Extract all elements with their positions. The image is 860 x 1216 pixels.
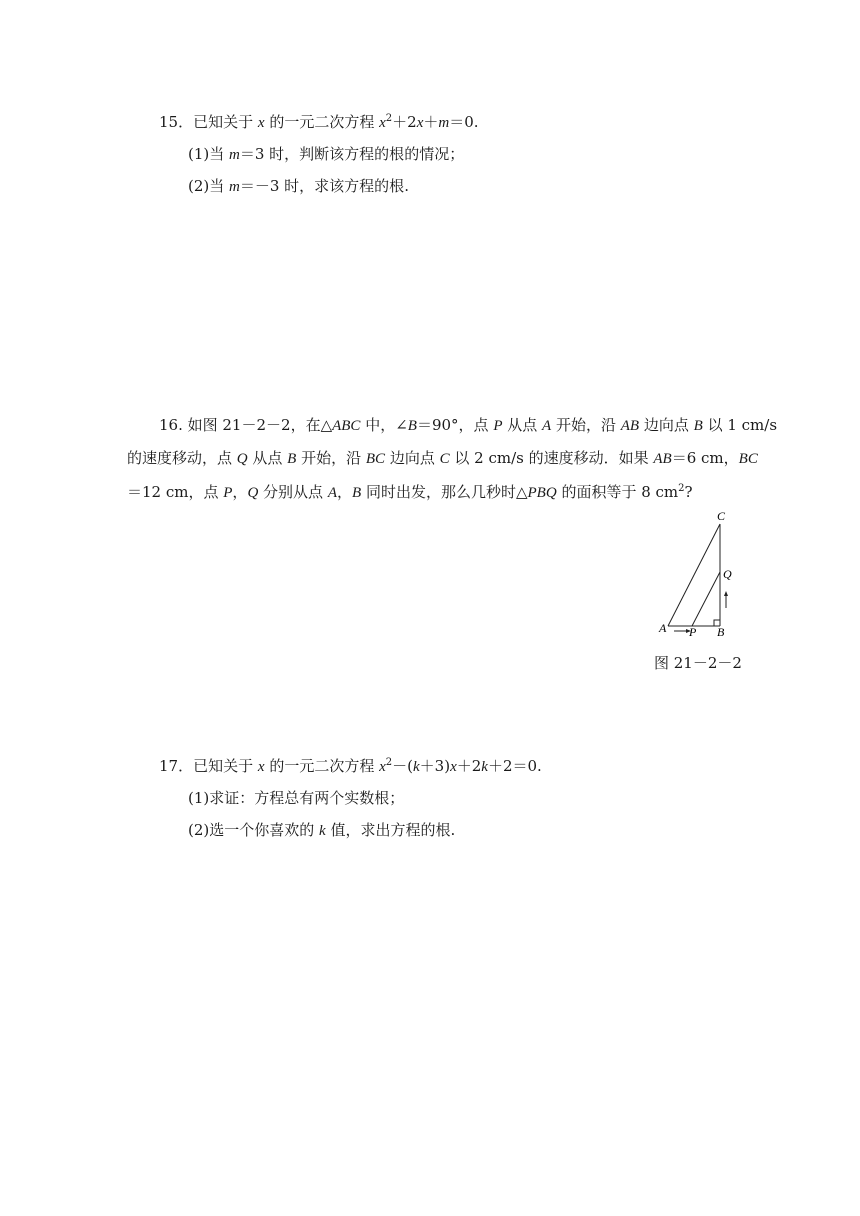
segment-ac xyxy=(668,524,720,626)
q15-part1: (1)当 m＝3 时，判断该方程的根的情况； xyxy=(188,145,465,163)
q16-line2: 的速度移动，点 Q 从点 B 开始，沿 BC 边向点 C 以 2 cm/s 的速度移动．如果 AB＝6 cm，BC xyxy=(127,449,758,467)
q17-stem: 17．已知关于 x 的一元二次方程 $x^2-(k+3)x+2k+2=0$. xyxy=(159,757,542,775)
segment-pq xyxy=(692,572,720,626)
label-b: B xyxy=(717,625,725,639)
q15-stem: 15．已知关于 x 的一元二次方程 $x^2+2x+m=0$. xyxy=(159,113,479,131)
triangle-figure xyxy=(656,510,740,644)
q17-part2: (2)选一个你喜欢的 k 值，求出方程的根. xyxy=(188,821,456,839)
q16-line3: ＝12 cm，点 P，Q 分别从点 A，B 同时出发，那么几秒时△PBQ 的面积等于 8 $cm^2$? xyxy=(127,483,693,501)
q17-part1: (1)求证：方程总有两个实数根； xyxy=(188,789,405,807)
q16-line1: 16. 如图 21－2－2，在△ABC 中，∠B＝90°，点 P 从点 A 开始，沿 AB 边向点 B 以 1 cm/s xyxy=(159,416,778,434)
q15-part2: (2)当 m＝－3 时，求该方程的根. xyxy=(188,177,409,195)
label-c: C xyxy=(717,510,726,523)
figure-caption: 图 21－2－2 xyxy=(654,654,742,672)
arrow-q-head xyxy=(724,591,728,596)
label-p: P xyxy=(689,625,697,639)
label-a: A xyxy=(659,621,667,635)
label-q: Q xyxy=(723,567,732,581)
